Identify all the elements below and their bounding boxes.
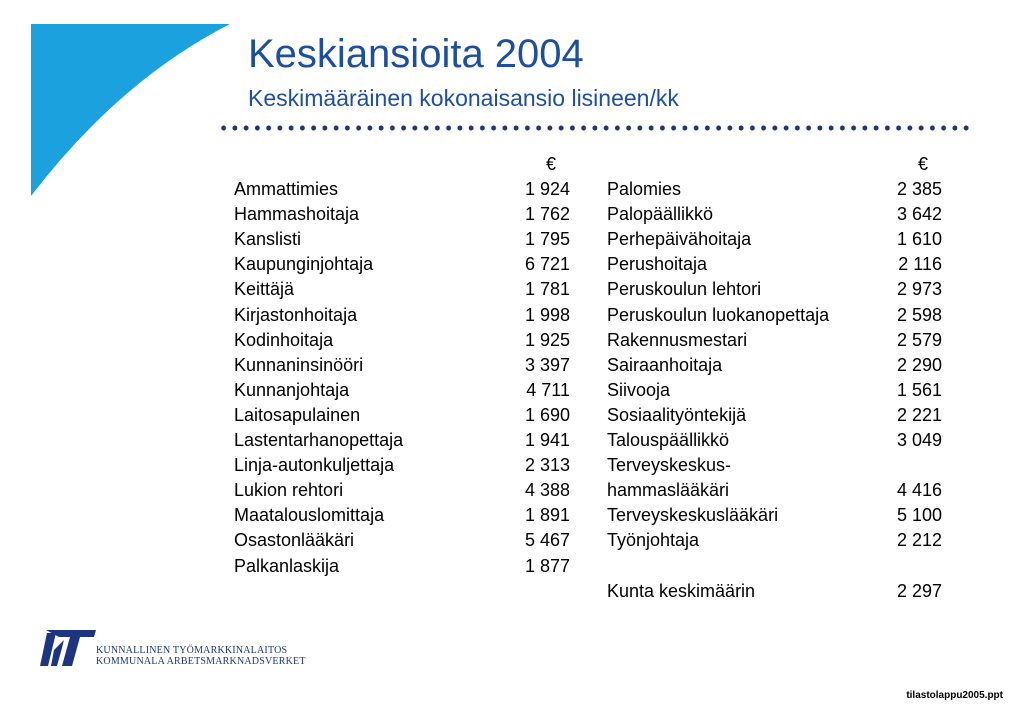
salary-table-left [234, 152, 570, 579]
salary-value: 2 290 [896, 354, 942, 375]
salary-value: 2 313 [524, 455, 570, 476]
average-label: Kunta keskimäärin [607, 580, 756, 601]
job-title: Lukion rehtori [234, 480, 344, 501]
salary-value: 2 579 [896, 329, 942, 350]
table-row [234, 177, 570, 202]
job-title: Palomies [607, 179, 682, 200]
table-row [234, 528, 570, 553]
salary-value: 6 721 [524, 254, 570, 275]
currency-symbol: € [917, 154, 928, 174]
salary-value: 1 891 [524, 505, 570, 526]
job-title: Kirjastonhoitaja [234, 304, 358, 325]
job-title: Linja-autonkuljettaja [234, 455, 395, 476]
salary-value: 4 711 [526, 379, 570, 400]
table-row [607, 353, 942, 378]
kt-logo-icon [40, 630, 96, 666]
table-row [607, 378, 942, 403]
table-row [607, 177, 942, 202]
job-title: Perhepäivähoitaja [607, 229, 752, 250]
table-row [234, 403, 570, 428]
currency-symbol: € [545, 154, 556, 174]
job-title: hammaslääkäri [607, 480, 730, 501]
table-row [607, 277, 942, 302]
job-title: Terveyskeskus- [607, 455, 732, 476]
corner-decoration [0, 0, 240, 200]
salary-value: 4 388 [524, 480, 570, 501]
job-title: Rakennusmestari [607, 329, 748, 350]
spacer-row [607, 554, 942, 579]
table-row [234, 328, 570, 353]
job-title: Talouspäällikkö [607, 430, 730, 451]
salary-value: 2 221 [896, 404, 942, 425]
table-row [607, 528, 942, 553]
table-row [607, 303, 942, 328]
table-row [607, 328, 942, 353]
table-row [607, 202, 942, 227]
slide-subtitle: Keskimääräinen kokonaisansio lisineen/kk [248, 85, 679, 111]
job-title: Keittäjä [234, 279, 295, 300]
table-row [234, 277, 570, 302]
currency-header [607, 152, 942, 177]
salary-value: 1 877 [524, 555, 570, 576]
salary-value: 3 049 [896, 430, 942, 451]
salary-value: 3 642 [896, 204, 942, 225]
job-title: Peruskoulun luokanopettaja [607, 304, 830, 325]
table-row [234, 554, 570, 579]
salary-value: 1 924 [524, 179, 570, 200]
salary-value: 2 116 [898, 254, 942, 275]
job-title: Ammattimies [234, 179, 339, 200]
table-row [234, 478, 570, 503]
table-row [607, 453, 942, 478]
job-title: Palkanlaskija [234, 555, 340, 576]
salary-value: 1 690 [524, 404, 570, 425]
salary-value: 1 561 [896, 379, 942, 400]
job-title: Sosiaalityöntekijä [607, 404, 747, 425]
salary-table-right [607, 152, 942, 604]
table-row [234, 227, 570, 252]
job-title: Osastonlääkäri [234, 530, 355, 551]
salary-value: 4 416 [896, 480, 942, 501]
job-title: Siivooja [607, 379, 671, 400]
job-title: Kaupunginjohtaja [234, 254, 374, 275]
salary-value: 1 795 [524, 229, 570, 250]
salary-value: 2 385 [896, 179, 942, 200]
table-row [234, 252, 570, 277]
slide-title: Keskiansioita 2004 [248, 32, 584, 76]
job-title: Palopäällikkö [607, 204, 714, 225]
salary-value: 1 941 [524, 430, 570, 451]
table-row [234, 428, 570, 453]
table-row [234, 303, 570, 328]
salary-value: 2 598 [896, 304, 942, 325]
logo-text-finnish: KUNNALLINEN TYÖMARKKINALAITOS [96, 645, 288, 656]
job-title: Perushoitaja [607, 254, 708, 275]
job-title: Hammashoitaja [234, 204, 360, 225]
job-title: Sairaanhoitaja [607, 354, 723, 375]
salary-value: 1 762 [524, 204, 570, 225]
job-title: Lastentarhanopettaja [234, 430, 404, 451]
job-title: Kunnaninsinööri [234, 354, 364, 375]
table-row [607, 227, 942, 252]
average-value: 2 297 [896, 580, 942, 601]
currency-header [234, 152, 570, 177]
job-title: Työnjohtaja [607, 530, 700, 551]
salary-value: 5 100 [896, 505, 942, 526]
job-title: Maatalouslomittaja [234, 505, 385, 526]
job-title: Terveyskeskuslääkäri [607, 505, 779, 526]
table-row [234, 378, 570, 403]
job-title: Laitosapulainen [234, 404, 361, 425]
table-row [607, 252, 942, 277]
table-row [607, 403, 942, 428]
average-row [607, 579, 942, 604]
table-row [234, 503, 570, 528]
salary-value: 1 781 [524, 279, 570, 300]
table-row [234, 202, 570, 227]
salary-value: 2 212 [896, 530, 942, 551]
table-row [234, 453, 570, 478]
dotted-divider [218, 124, 974, 132]
job-title: Kanslisti [234, 229, 302, 250]
job-title: Peruskoulun lehtori [607, 279, 762, 300]
salary-value: 3 397 [524, 354, 570, 375]
job-title: Kodinhoitaja [234, 329, 334, 350]
job-title: Kunnanjohtaja [234, 379, 350, 400]
filename-label: tilastolappu2005.ppt [906, 690, 1003, 701]
table-row [607, 503, 942, 528]
salary-value: 2 973 [896, 279, 942, 300]
table-row [607, 428, 942, 453]
logo-text-swedish: KOMMUNALA ARBETSMARKNADSVERKET [96, 656, 306, 667]
salary-value: 1 998 [524, 304, 570, 325]
salary-value: 1 925 [524, 329, 570, 350]
salary-value: 1 610 [896, 229, 942, 250]
table-row [234, 353, 570, 378]
salary-value: 5 467 [524, 530, 570, 551]
table-row [607, 478, 942, 503]
